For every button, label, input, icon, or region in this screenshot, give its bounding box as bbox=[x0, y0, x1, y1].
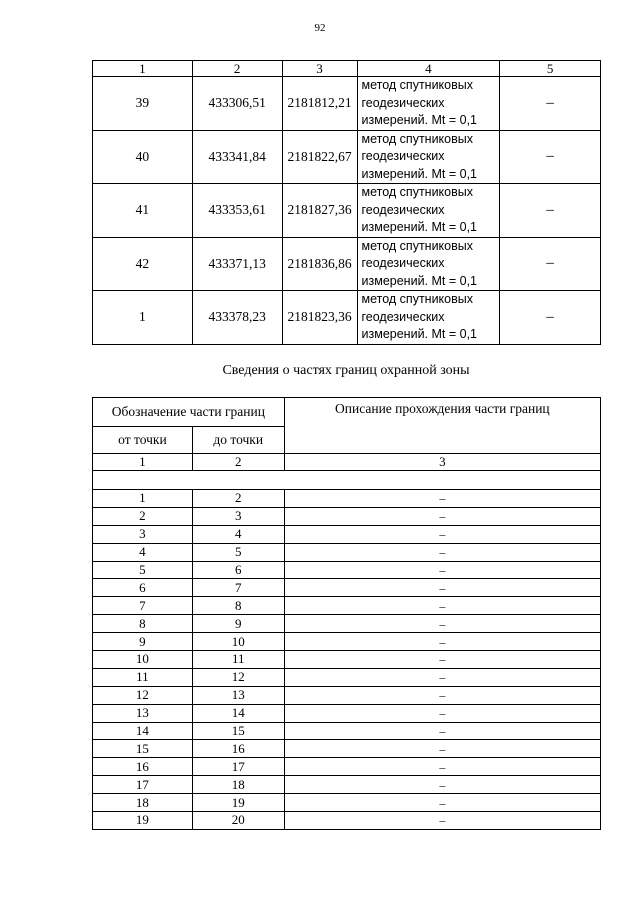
to-point: 11 bbox=[192, 651, 284, 669]
x-coordinate: 433341,84 bbox=[192, 130, 282, 184]
part-description: – bbox=[284, 704, 600, 722]
to-point: 8 bbox=[192, 597, 284, 615]
table-row bbox=[93, 704, 601, 722]
description-header: Описание прохождения части границ bbox=[284, 398, 600, 454]
point-number: 41 bbox=[93, 184, 193, 238]
from-point: 12 bbox=[93, 686, 193, 704]
y-coordinate: 2181812,21 bbox=[282, 77, 357, 131]
to-point: 17 bbox=[192, 758, 284, 776]
part-description: – bbox=[284, 812, 600, 830]
method-line: измерений. Mt = 0,1 bbox=[361, 113, 478, 127]
table-row bbox=[93, 525, 601, 543]
table-row bbox=[93, 686, 601, 704]
method-description bbox=[357, 184, 500, 238]
method-line: метод спутниковых bbox=[361, 292, 473, 306]
from-point: 6 bbox=[93, 579, 193, 597]
col-header-1: 1 bbox=[93, 61, 193, 77]
to-point: 10 bbox=[192, 633, 284, 651]
col-header-3: 3 bbox=[282, 61, 357, 77]
part-description: – bbox=[284, 722, 600, 740]
part-description: – bbox=[284, 633, 600, 651]
table-row bbox=[93, 561, 601, 579]
to-point: 6 bbox=[192, 561, 284, 579]
table-row bbox=[93, 740, 601, 758]
column-numbers-row bbox=[93, 454, 601, 471]
y-coordinate: 2181827,36 bbox=[282, 184, 357, 238]
from-point: 1 bbox=[93, 490, 193, 508]
boundary-parts-table bbox=[92, 397, 601, 830]
col-header-4: 4 bbox=[357, 61, 500, 77]
from-point: 18 bbox=[93, 794, 193, 812]
part-description: – bbox=[284, 597, 600, 615]
part-description: – bbox=[284, 740, 600, 758]
from-point: 13 bbox=[93, 704, 193, 722]
table-row bbox=[93, 812, 601, 830]
method-line: метод спутниковых bbox=[361, 78, 473, 92]
method-line: измерений. Mt = 0,1 bbox=[361, 220, 478, 234]
note: – bbox=[500, 130, 601, 184]
table-row bbox=[93, 722, 601, 740]
col-number-1: 1 bbox=[93, 454, 193, 471]
point-number: 1 bbox=[93, 291, 193, 345]
method-line: геодезических bbox=[361, 256, 445, 270]
method-line: измерений. Mt = 0,1 bbox=[361, 273, 478, 288]
part-description: – bbox=[284, 490, 600, 508]
from-point: 3 bbox=[93, 525, 193, 543]
part-description: – bbox=[284, 615, 600, 633]
part-description: – bbox=[284, 686, 600, 704]
part-description: – bbox=[284, 525, 600, 543]
to-point: 12 bbox=[192, 668, 284, 686]
y-coordinate: 2181823,36 bbox=[282, 291, 357, 345]
method-line: метод спутниковых bbox=[361, 131, 473, 146]
note: – bbox=[500, 237, 601, 291]
x-coordinate: 433306,51 bbox=[192, 77, 282, 131]
parts-header-row bbox=[93, 398, 601, 427]
table-row bbox=[93, 668, 601, 686]
from-point: 9 bbox=[93, 633, 193, 651]
part-description: – bbox=[284, 507, 600, 525]
from-point: 2 bbox=[93, 507, 193, 525]
from-point: 14 bbox=[93, 722, 193, 740]
method-line: геодезических bbox=[361, 309, 445, 324]
coordinates-header-row bbox=[93, 61, 601, 77]
table-row bbox=[93, 130, 601, 184]
part-description: – bbox=[284, 668, 600, 686]
blank-row bbox=[93, 471, 601, 490]
to-point: 9 bbox=[192, 615, 284, 633]
method-description bbox=[357, 130, 500, 184]
x-coordinate: 433353,61 bbox=[192, 184, 282, 238]
table-row bbox=[93, 507, 601, 525]
from-point-header: от точки bbox=[93, 427, 193, 454]
table-row bbox=[93, 291, 601, 345]
from-point: 17 bbox=[93, 776, 193, 794]
to-point: 19 bbox=[192, 794, 284, 812]
table-row bbox=[93, 77, 601, 131]
col-number-2: 2 bbox=[192, 454, 284, 471]
from-point: 10 bbox=[93, 651, 193, 669]
from-point: 5 bbox=[93, 561, 193, 579]
method-line: геодезических bbox=[361, 149, 445, 163]
part-description: – bbox=[284, 758, 600, 776]
method-description bbox=[357, 77, 500, 131]
designation-header: Обозначение части границ bbox=[93, 398, 285, 427]
from-point: 4 bbox=[93, 543, 193, 561]
to-point: 20 bbox=[192, 812, 284, 830]
table-row bbox=[93, 237, 601, 291]
from-point: 8 bbox=[93, 615, 193, 633]
note: – bbox=[500, 184, 601, 238]
part-description: – bbox=[284, 543, 600, 561]
x-coordinate: 433371,13 bbox=[192, 237, 282, 291]
table-row bbox=[93, 597, 601, 615]
to-point: 4 bbox=[192, 525, 284, 543]
from-point: 16 bbox=[93, 758, 193, 776]
from-point: 11 bbox=[93, 668, 193, 686]
table-row bbox=[93, 543, 601, 561]
to-point-header: до точки bbox=[192, 427, 284, 454]
note: – bbox=[500, 77, 601, 131]
table-row bbox=[93, 776, 601, 794]
method-line: геодезических bbox=[361, 95, 445, 110]
to-point: 18 bbox=[192, 776, 284, 794]
to-point: 15 bbox=[192, 722, 284, 740]
coordinates-table bbox=[92, 60, 601, 345]
col-number-3: 3 bbox=[284, 454, 600, 471]
table-row bbox=[93, 794, 601, 812]
to-point: 2 bbox=[192, 490, 284, 508]
point-number: 39 bbox=[93, 77, 193, 131]
section-title: Сведения о частях границ охранной зоны bbox=[222, 363, 470, 378]
x-coordinate: 433378,23 bbox=[192, 291, 282, 345]
part-description: – bbox=[284, 651, 600, 669]
from-point: 7 bbox=[93, 597, 193, 615]
to-point: 13 bbox=[192, 686, 284, 704]
table-row bbox=[93, 579, 601, 597]
to-point: 16 bbox=[192, 740, 284, 758]
to-point: 14 bbox=[192, 704, 284, 722]
method-description bbox=[357, 237, 500, 291]
method-line: измерений. Mt = 0,1 bbox=[361, 166, 478, 181]
part-description: – bbox=[284, 561, 600, 579]
point-number: 40 bbox=[93, 130, 193, 184]
from-point: 15 bbox=[93, 740, 193, 758]
table-row bbox=[93, 758, 601, 776]
to-point: 3 bbox=[192, 507, 284, 525]
part-description: – bbox=[284, 776, 600, 794]
part-description: – bbox=[284, 794, 600, 812]
blank-cell bbox=[93, 471, 601, 490]
col-header-2: 2 bbox=[192, 61, 282, 77]
table-row bbox=[93, 633, 601, 651]
table-row bbox=[93, 490, 601, 508]
table-row bbox=[93, 615, 601, 633]
point-number: 42 bbox=[93, 237, 193, 291]
method-description bbox=[357, 291, 500, 345]
method-line: геодезических bbox=[361, 202, 445, 217]
col-header-5: 5 bbox=[500, 61, 601, 77]
note: – bbox=[500, 291, 601, 345]
from-point: 19 bbox=[93, 812, 193, 830]
page-number: 92 bbox=[314, 22, 326, 34]
to-point: 7 bbox=[192, 579, 284, 597]
method-line: измерений. Mt = 0,1 bbox=[361, 327, 478, 341]
part-description: – bbox=[284, 579, 600, 597]
to-point: 5 bbox=[192, 543, 284, 561]
method-line: метод спутниковых bbox=[361, 238, 473, 253]
table-row bbox=[93, 184, 601, 238]
method-line: метод спутниковых bbox=[361, 185, 473, 199]
table-row bbox=[93, 651, 601, 669]
y-coordinate: 2181836,86 bbox=[282, 237, 357, 291]
y-coordinate: 2181822,67 bbox=[282, 130, 357, 184]
